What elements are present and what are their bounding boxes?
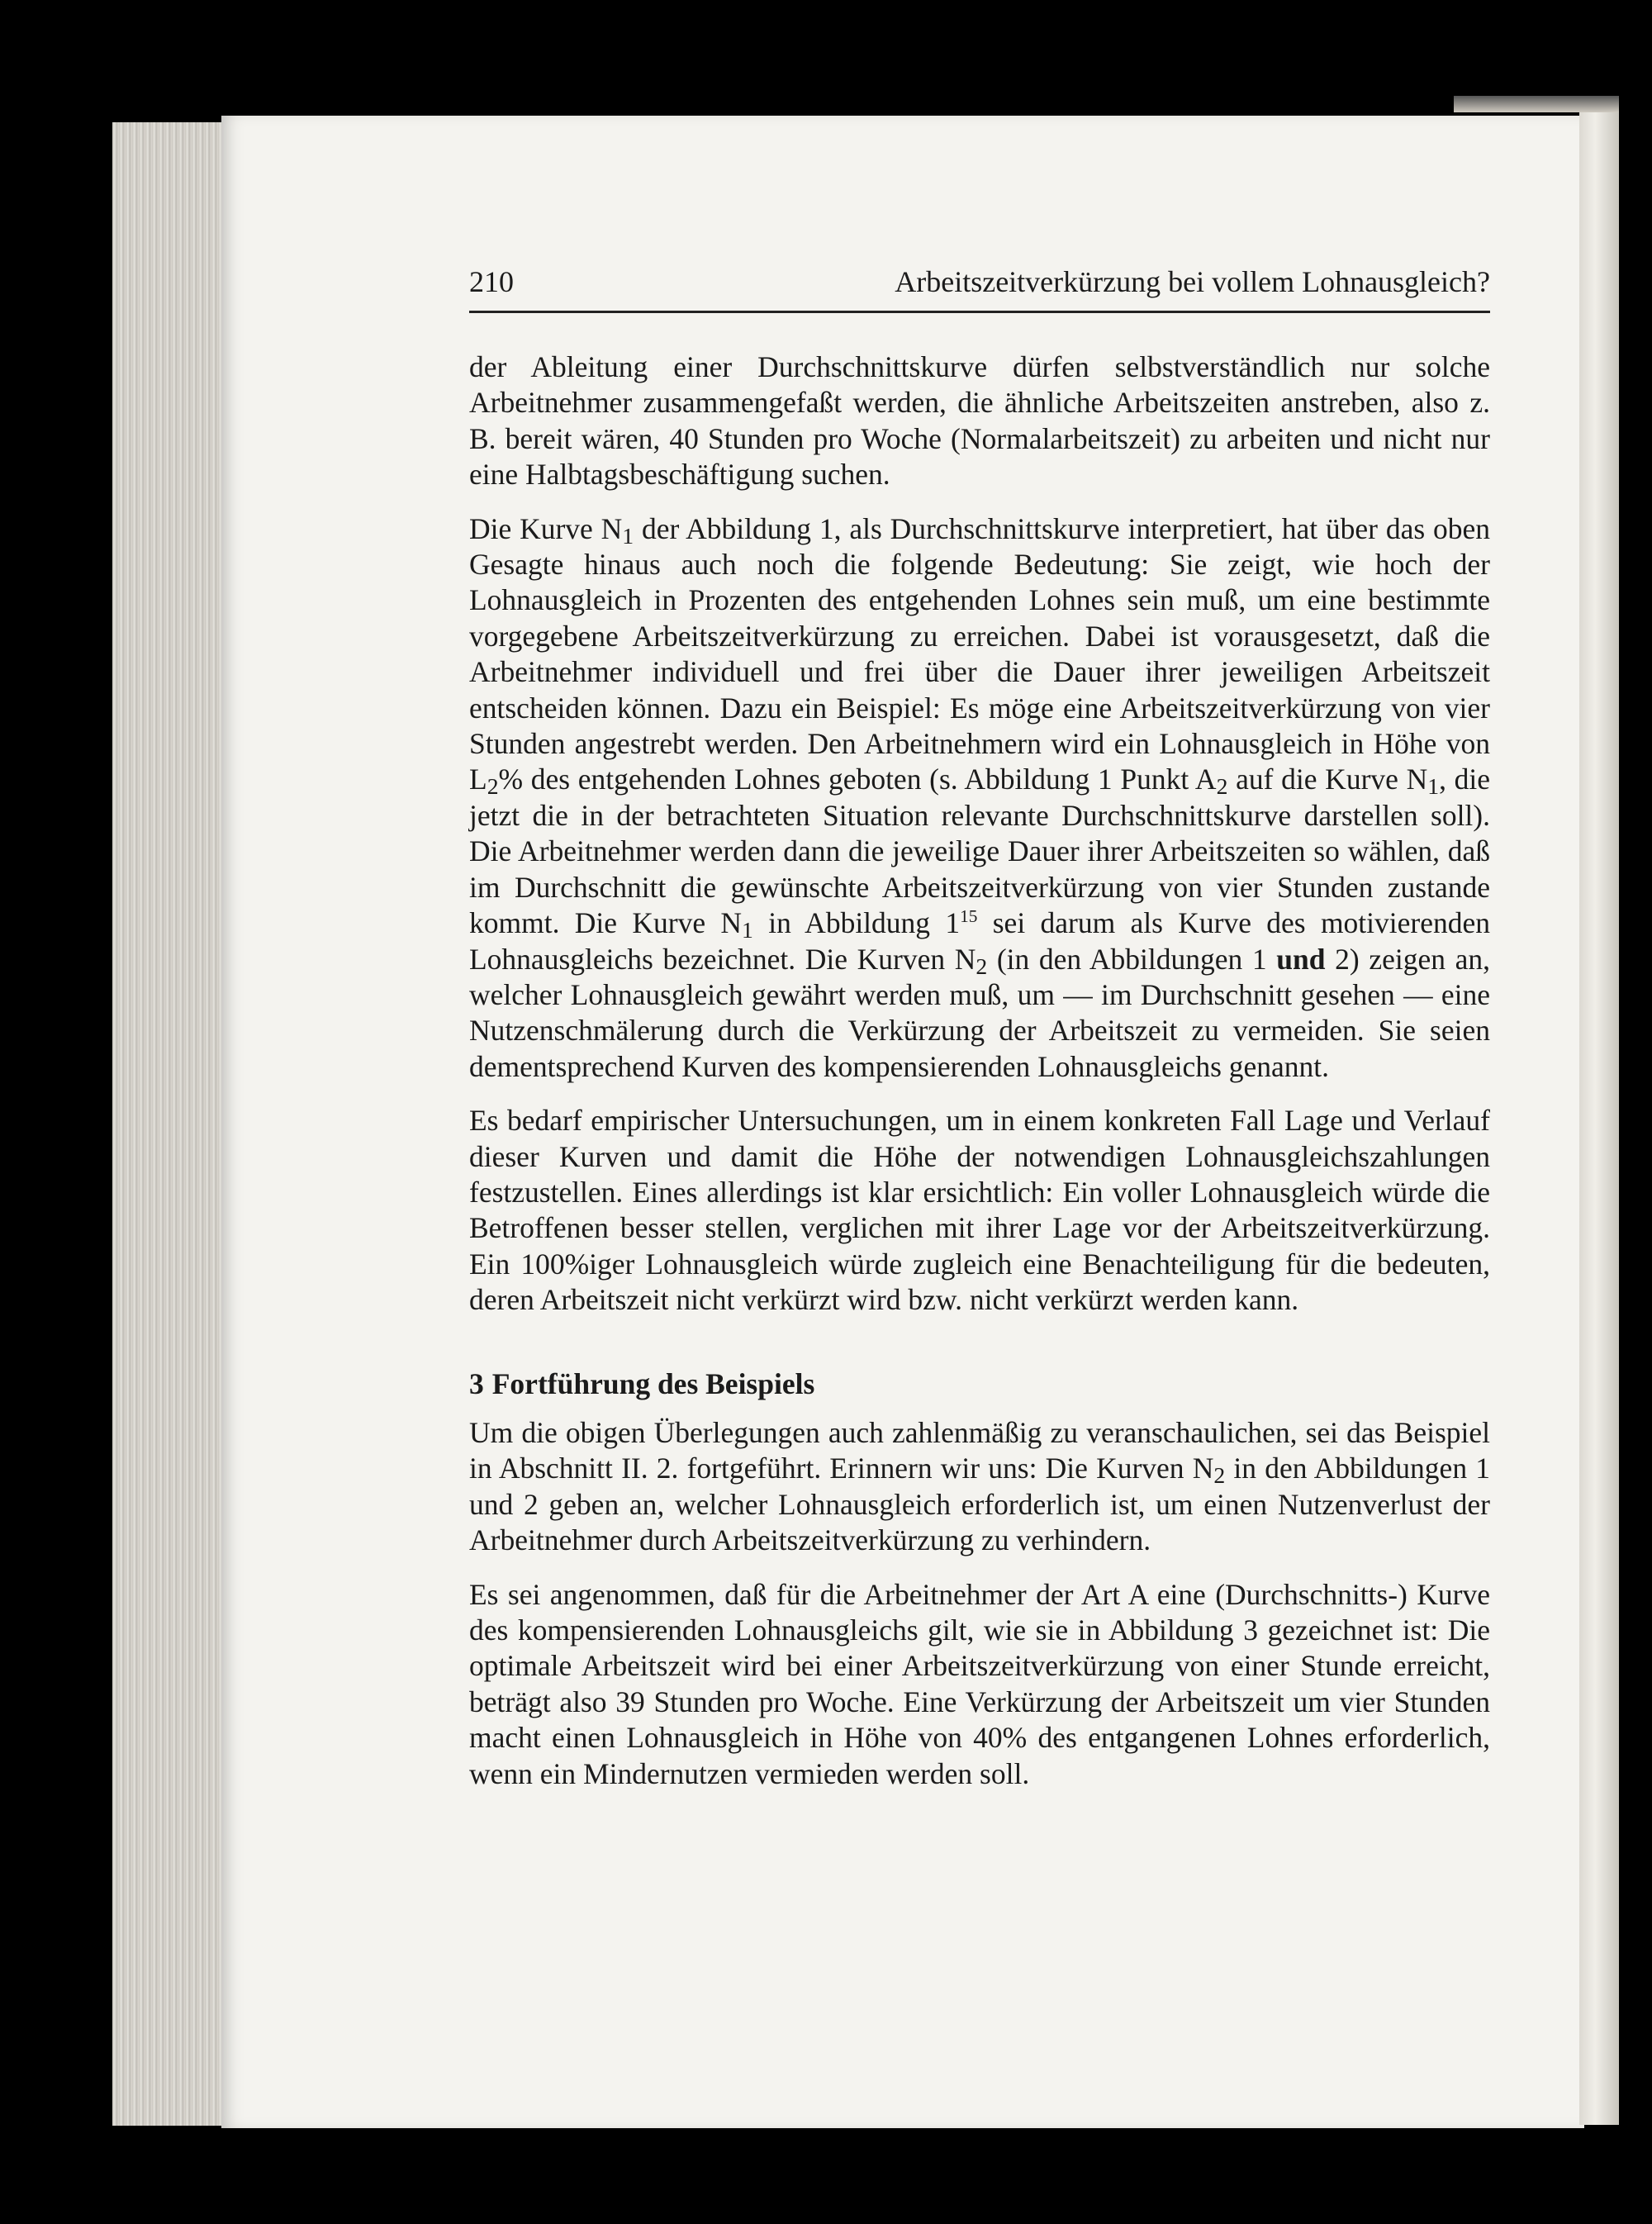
subscript: 2 xyxy=(1216,773,1228,800)
p2-text: , die jetzt die in der betrachteten Situation relevante Durchschnittskurve darstellen soll). Die Arbeitnehmer werden dann die jeweilige Dauer ihrer Arbeitszeiten so wählen, daß im Durchschnitt die gewünschte Arbeitszeitverkürzung von vier Stunden zustande kommt. Die Kurve N xyxy=(469,763,1490,940)
section-title: Fortführung des Beispiels xyxy=(491,1366,815,1400)
p2-text: 2) zeigen an, welcher Lohnausgleich gewährt werden muß, um — im Durchschnitt gesehen — eine Nutzenschmälerung durch die Verkürzung der Arbeitszeit zu vermeiden. Sie seien dementsprechend Kurven des kompensierenden Lohnausgleichs genannt. xyxy=(469,942,1490,1083)
body-text xyxy=(469,349,1490,1792)
facing-page-edge xyxy=(1579,109,1619,2125)
subscript: 2 xyxy=(976,953,988,979)
subscript: 1 xyxy=(622,522,634,549)
paragraph-5: Es sei angenommen, daß für die Arbeitnehmer der Art A eine (Durchschnitts-) Kurve des kompensierenden Lohnausgleichs gilt, wie sie in Abbildung 3 gezeichnet ist: Die optimale Arbeitszeit wird bei einer Arbeitszeitverkürzung von einer Stunde erreicht, beträgt also 39 Stunden pro Woche. Eine Verkürzung der Arbeitszeit um vier Stunden macht einen Lohnausgleich in Höhe von 40% des entgangenen Lohnes erforderlich, wenn ein Mindernutzen vermieden werden soll. xyxy=(469,1577,1490,1790)
running-title: Arbeitszeitverkürzung bei vollem Lohnausgleich? xyxy=(895,265,1490,298)
section-number: 3 xyxy=(469,1366,484,1400)
p2-text: in Abbildung 1 xyxy=(752,906,961,940)
p2-text: der Abbildung 1, als Durchschnittskurve interpretiert, hat über das oben Gesagte hinaus auch noch die folgende Bedeutung: Sie zeigt, wie hoch der Lohnausgleich in Prozenten des entgehenden Lohnes sein muß, um eine bestimmte vorgegebene Arbeitszeitverkürzung zu erreichen. Dabei ist vorausgesetzt, daß die Arbeitnehmer individuell und frei über die Dauer ihrer jeweiligen Arbeitszeit entscheiden können. Dazu ein Beispiel: Es möge eine Arbeitszeitverkürzung von vier Stunden angestrebt werden. Den Arbeitnehmern wird ein Lohnausgleich in Höhe von L xyxy=(469,511,1490,796)
subscript: 2 xyxy=(1213,1462,1226,1489)
book-top-edge xyxy=(1454,96,1619,112)
running-header xyxy=(469,264,1490,313)
subscript: 1 xyxy=(742,917,753,943)
paragraph-4 xyxy=(469,1415,1490,1559)
paragraph-2 xyxy=(469,511,1490,1086)
p2-text: sei darum als Kurve des motivierenden Lohnausgleichs bezeichnet. Die Kurven N xyxy=(469,906,1490,976)
p2-text: auf die Kurve N xyxy=(1227,763,1428,796)
paragraph-1: der Ableitung einer Durchschnittskurve dürfen selbstverständlich nur solche Arbeitnehmer zusammengefaßt werden, die ähnliche Arbeitszeiten anstreben, also z. B. bereit wären, 40 Stunden pro Woche (Normalarbeitszeit) zu arbeiten und nicht nur eine Halbtagsbeschäftigung suchen. xyxy=(469,350,1490,492)
paragraph-3: Es bedarf empirischer Untersuchungen, um in einem konkreten Fall Lage und Verlauf dieser Kurven und damit die Höhe der notwendigen Lohnausgleichszahlungen festzustellen. Eines allerdings ist klar ersichtlich: Ein voller Lohnausgleich würde die Betroffenen besser stellen, verglichen mit ihrer Lage vor der Arbeitszeitverkürzung. Ein 100%iger Lohnausgleich würde zugleich eine Benachteiligung für die bedeuten, deren Arbeitszeit nicht verkürzt wird bzw. nicht verkürzt werden kann. xyxy=(469,1104,1490,1317)
p2-text: % des entgehenden Lohnes geboten (s. Abbildung 1 Punkt A xyxy=(498,763,1217,796)
p4-text: Um die obigen Überlegungen auch zahlenmäßig zu veranschaulichen, sei das Beispiel in Abschnitt II. 2. fortgeführt. Erinnern wir uns: Die Kurven N xyxy=(469,1415,1490,1485)
page-content xyxy=(469,264,1490,1810)
subscript: 1 xyxy=(1427,773,1440,800)
footnote-reference: 15 xyxy=(960,906,978,927)
book-page-edges xyxy=(112,122,225,2126)
p2-text: Die Kurve N xyxy=(469,511,623,545)
section-heading xyxy=(469,1366,1490,1402)
page-number: 210 xyxy=(469,265,514,298)
p2-text: (in den Abbildungen 1 xyxy=(987,942,1277,976)
subscript: 2 xyxy=(487,773,499,800)
p4-text: in den Abbildungen 1 und 2 geben an, welcher Lohnausgleich erforderlich ist, um einen Nutzenverlust der Arbeitnehmer durch Arbeitszeitverkürzung zu verhindern. xyxy=(469,1452,1490,1557)
bold-und: und xyxy=(1276,942,1326,976)
